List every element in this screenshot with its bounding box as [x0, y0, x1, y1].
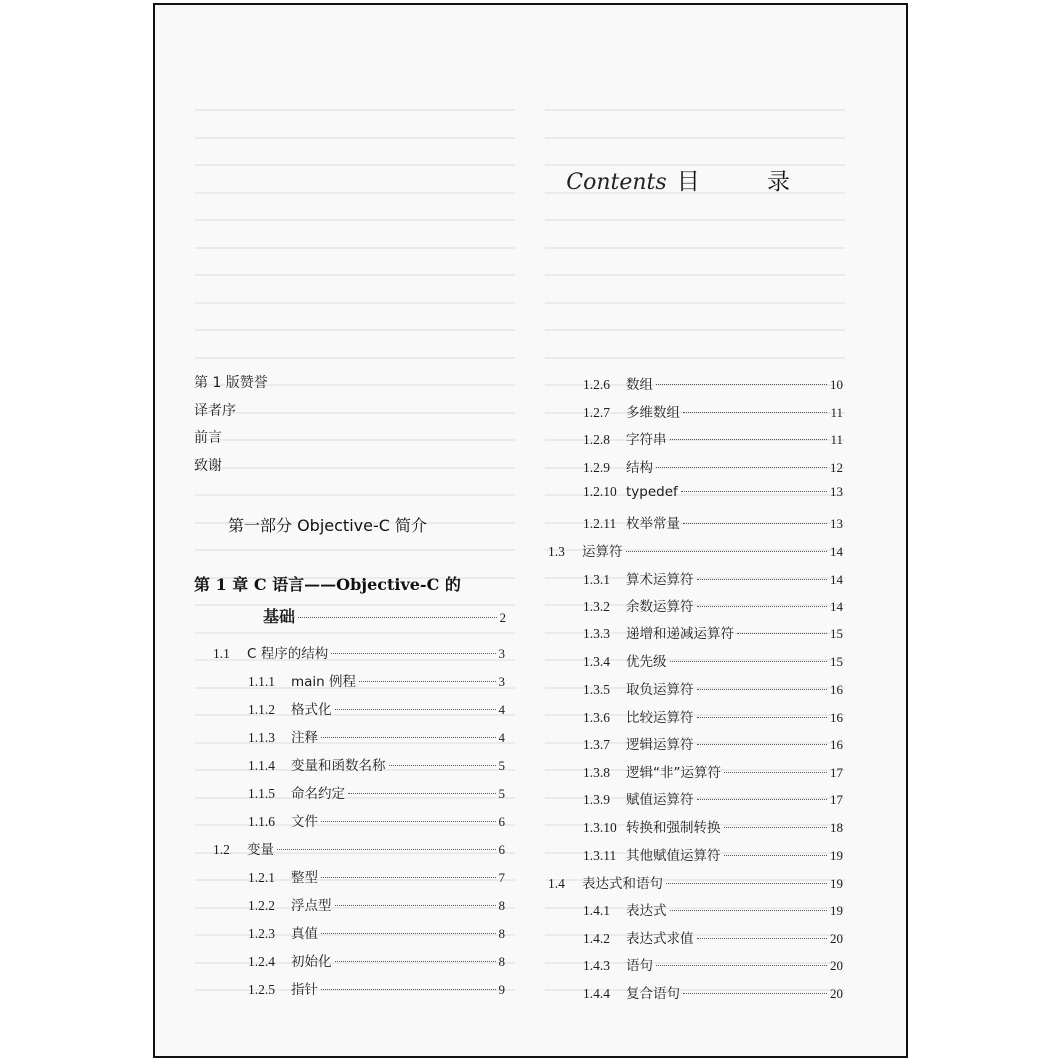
toc-subsection-entry — [583, 595, 843, 615]
toc-entry-number: 1.2.9 — [583, 460, 610, 475]
toc-entry-page: 19 — [830, 848, 843, 863]
dot-leader — [724, 772, 827, 773]
toc-entry-number: 1.1.5 — [248, 786, 275, 801]
toc-entry-number: 1.2.2 — [248, 898, 275, 913]
toc-entry-number: 1.4.1 — [583, 903, 610, 918]
toc-entry-number: 1.2.3 — [248, 926, 275, 941]
toc-entry-label: 优先级 — [626, 654, 667, 670]
toc-entry-page: 13 — [830, 484, 843, 499]
toc-entry-page: 4 — [498, 702, 505, 717]
toc-entry-page: 11 — [830, 405, 843, 420]
front-matter-item: 第 1 版赞誉 — [194, 375, 268, 391]
dot-leader — [335, 961, 496, 962]
toc-entry-number: 1.1.1 — [248, 674, 275, 689]
toc-entry-number: 1.3.10 — [583, 820, 617, 835]
toc-entry-page: 6 — [498, 814, 505, 829]
toc-entry-page: 14 — [830, 572, 843, 587]
toc-subsection-entry — [583, 982, 843, 1002]
toc-subsection-entry — [583, 733, 843, 753]
toc-entry-page: 20 — [830, 958, 843, 973]
bleed-through-line — [195, 632, 515, 634]
toc-entry-label: 命名约定 — [291, 786, 345, 802]
toc-entry-label: 其他赋值运算符 — [626, 848, 721, 864]
toc-entry-number: 1.2.11 — [583, 516, 617, 531]
toc-entry-label: 表达式和语句 — [582, 876, 663, 892]
dot-leader — [697, 606, 828, 607]
toc-entry-number: 1.3.4 — [583, 654, 610, 669]
toc-entry-number: 1.1 — [213, 646, 230, 661]
toc-entry-label: 比较运算符 — [626, 710, 694, 726]
bleed-through-line — [545, 302, 845, 304]
toc-entry-label: 复合语句 — [626, 986, 680, 1002]
toc-entry-page: 16 — [830, 710, 843, 725]
toc-entry-number: 1.4.4 — [583, 986, 610, 1001]
bleed-through-line — [195, 164, 515, 166]
bleed-through-line — [195, 494, 515, 496]
toc-entry-number: 1.2.10 — [583, 484, 617, 499]
front-matter-item: 前言 — [194, 430, 222, 446]
toc-entry-page: 12 — [830, 460, 843, 475]
front-matter-item: 致谢 — [194, 458, 222, 474]
dot-leader — [683, 523, 827, 524]
dot-leader — [697, 938, 828, 939]
toc-entry-page: 15 — [830, 626, 843, 641]
chapter-title-line2-text: 基础 — [263, 607, 296, 626]
toc-subsection-entry — [248, 978, 505, 998]
bleed-through-line — [545, 109, 845, 111]
toc-entry-number: 1.1.4 — [248, 758, 275, 773]
toc-subsection-entry — [248, 698, 505, 718]
book-page — [153, 3, 908, 1058]
toc-entry-number: 1.1.2 — [248, 702, 275, 717]
toc-entry-page: 11 — [830, 432, 843, 447]
toc-entry-label: 递增和递减运算符 — [626, 626, 734, 642]
dot-leader — [321, 737, 496, 738]
bleed-through-line — [545, 219, 845, 221]
toc-entry-label: 取负运算符 — [626, 682, 694, 698]
toc-entry-page: 18 — [830, 820, 843, 835]
toc-subsection-entry — [248, 782, 505, 802]
toc-section-entry — [548, 872, 843, 892]
toc-entry-number: 1.1.6 — [248, 814, 275, 829]
toc-entry-number: 1.3.6 — [583, 710, 610, 725]
toc-entry-label: 指针 — [291, 982, 318, 998]
dot-leader — [737, 633, 827, 634]
dot-leader — [298, 617, 496, 618]
toc-entry-page: 8 — [498, 898, 505, 913]
dot-leader — [389, 765, 496, 766]
toc-subsection-entry — [583, 678, 843, 698]
toc-subsection-entry — [248, 922, 505, 942]
toc-entry-number: 1.2.1 — [248, 870, 275, 885]
toc-subsection-entry — [583, 706, 843, 726]
bleed-through-line — [195, 329, 515, 331]
toc-entry-label: 转换和强制转换 — [626, 820, 721, 836]
toc-entry-page: 19 — [830, 876, 843, 891]
toc-entry-label: 赋值运算符 — [626, 792, 694, 808]
toc-subsection-entry — [248, 866, 505, 886]
dot-leader — [666, 883, 827, 884]
toc-subsection-entry — [583, 484, 843, 504]
toc-subsection-entry — [583, 622, 843, 642]
bleed-through-line — [195, 192, 515, 194]
toc-subsection-entry — [248, 894, 505, 914]
toc-entry-label: 多维数组 — [626, 405, 680, 421]
dot-leader — [697, 579, 828, 580]
dot-leader — [681, 491, 827, 492]
dot-leader — [277, 849, 496, 850]
toc-entry-label: 浮点型 — [291, 898, 332, 914]
toc-subsection-entry — [583, 373, 843, 393]
toc-entry-number: 1.2.6 — [583, 377, 610, 392]
dot-leader — [335, 709, 496, 710]
dot-leader — [670, 439, 828, 440]
toc-entry-label: 算术运算符 — [626, 572, 694, 588]
dot-leader — [321, 877, 496, 878]
bleed-through-line — [195, 274, 515, 276]
dot-leader — [348, 793, 496, 794]
toc-entry-page: 16 — [830, 682, 843, 697]
toc-entry-label: 字符串 — [626, 432, 667, 448]
toc-entry-number: 1.3 — [548, 544, 565, 559]
contents-heading — [566, 163, 820, 196]
toc-entry-number: 1.2 — [213, 842, 230, 857]
toc-entry-page: 20 — [830, 986, 843, 1001]
toc-subsection-entry — [583, 761, 843, 781]
toc-entry-label: 格式化 — [291, 702, 332, 718]
dot-leader — [697, 717, 828, 718]
bleed-through-line — [545, 357, 845, 359]
toc-entry-label: 运算符 — [582, 544, 623, 560]
dot-leader — [697, 799, 828, 800]
bleed-through-line — [195, 412, 515, 414]
toc-subsection-entry — [583, 954, 843, 974]
toc-entry-page: 6 — [498, 842, 505, 857]
dot-leader — [626, 551, 828, 552]
toc-section-entry — [213, 838, 505, 858]
toc-subsection-entry — [583, 512, 843, 532]
dot-leader — [697, 689, 828, 690]
toc-entry-number: 1.3.11 — [583, 848, 617, 863]
toc-entry-number: 1.3.7 — [583, 737, 610, 752]
bleed-through-line — [195, 219, 515, 221]
toc-entry-number: 1.3.1 — [583, 572, 610, 587]
bleed-through-line — [545, 329, 845, 331]
toc-entry-page: 14 — [830, 544, 843, 559]
toc-entry-page: 10 — [830, 377, 843, 392]
toc-entry-page: 17 — [830, 792, 843, 807]
bleed-through-line — [195, 137, 515, 139]
toc-subsection-entry — [583, 927, 843, 947]
toc-entry-number: 1.3.2 — [583, 599, 610, 614]
bleed-through-line — [195, 439, 515, 441]
front-matter-item: 译者序 — [194, 403, 236, 419]
toc-subsection-entry — [583, 456, 843, 476]
bleed-through-line — [195, 357, 515, 359]
toc-entry-page: 17 — [830, 765, 843, 780]
chapter-title-line2 — [263, 604, 506, 627]
toc-entry-label: main 例程 — [291, 674, 357, 690]
toc-entry-number: 1.1.3 — [248, 730, 275, 745]
toc-entry-page: 8 — [498, 954, 505, 969]
toc-subsection-entry — [248, 726, 505, 746]
dot-leader — [321, 821, 496, 822]
toc-section-entry — [548, 540, 843, 560]
toc-entry-page: 19 — [830, 903, 843, 918]
toc-subsection-entry — [583, 401, 843, 421]
toc-entry-page: 13 — [830, 516, 843, 531]
toc-entry-label: 余数运算符 — [626, 599, 694, 615]
toc-entry-page: 3 — [498, 674, 505, 689]
bleed-through-line — [195, 467, 515, 469]
dot-leader — [683, 412, 827, 413]
toc-subsection-entry — [248, 810, 505, 830]
bleed-through-line — [195, 549, 515, 551]
toc-entry-number: 1.2.7 — [583, 405, 610, 420]
toc-entry-label: 语句 — [626, 958, 653, 974]
dot-leader — [724, 855, 828, 856]
toc-entry-page: 8 — [498, 926, 505, 941]
dot-leader — [697, 744, 828, 745]
toc-entry-page: 9 — [498, 982, 505, 997]
dot-leader — [656, 384, 827, 385]
toc-entry-label: 数组 — [626, 377, 653, 393]
toc-entry-page: 20 — [830, 931, 843, 946]
toc-entry-label: 逻辑“非”运算符 — [626, 765, 721, 781]
toc-entry-label: 逻辑运算符 — [626, 737, 694, 753]
toc-subsection-entry — [583, 788, 843, 808]
dot-leader — [683, 993, 827, 994]
toc-section-entry — [213, 642, 505, 662]
dot-leader — [656, 965, 827, 966]
toc-entry-label: typedef — [626, 484, 678, 500]
toc-entry-page: 15 — [830, 654, 843, 669]
toc-subsection-entry — [583, 428, 843, 448]
toc-entry-number: 1.4.2 — [583, 931, 610, 946]
chapter-page: 2 — [499, 610, 506, 625]
toc-entry-label: 表达式 — [626, 903, 667, 919]
toc-entry-page: 5 — [498, 786, 505, 801]
bleed-through-line — [195, 247, 515, 249]
toc-entry-label: 结构 — [626, 460, 653, 476]
dot-leader — [670, 910, 828, 911]
toc-entry-number: 1.3.5 — [583, 682, 610, 697]
chapter-title-line1: 第 1 章 C 语言——Objective-C 的 — [194, 575, 461, 594]
toc-subsection-entry — [583, 568, 843, 588]
toc-entry-label: 文件 — [291, 814, 318, 830]
toc-entry-page: 7 — [498, 870, 505, 885]
toc-entry-number: 1.4.3 — [583, 958, 610, 973]
dot-leader — [724, 827, 828, 828]
dot-leader — [335, 905, 496, 906]
dot-leader — [670, 661, 828, 662]
toc-entry-number: 1.4 — [548, 876, 565, 891]
dot-leader — [321, 989, 496, 990]
contents-title-cn: 目 录 — [676, 169, 820, 195]
bleed-through-line — [195, 109, 515, 111]
toc-entry-page: 3 — [498, 646, 505, 661]
toc-entry-label: 表达式求值 — [626, 931, 694, 947]
contents-title-en: Contents — [566, 170, 667, 195]
bleed-through-line — [545, 137, 845, 139]
toc-entry-label: C 程序的结构 — [247, 646, 329, 662]
toc-entry-label: 整型 — [291, 870, 318, 886]
toc-subsection-entry — [583, 899, 843, 919]
part-title: 第一部分 Objective-C 简介 — [228, 516, 427, 535]
toc-entry-label: 变量和函数名称 — [291, 758, 386, 774]
bleed-through-line — [545, 247, 845, 249]
toc-entry-page: 4 — [498, 730, 505, 745]
dot-leader — [656, 467, 827, 468]
toc-subsection-entry — [583, 650, 843, 670]
bleed-through-line — [195, 302, 515, 304]
toc-entry-page: 16 — [830, 737, 843, 752]
toc-entry-page: 14 — [830, 599, 843, 614]
toc-entry-number: 1.2.8 — [583, 432, 610, 447]
toc-entry-label: 注释 — [291, 730, 318, 746]
toc-entry-number: 1.2.5 — [248, 982, 275, 997]
toc-subsection-entry — [583, 816, 843, 836]
toc-entry-number: 1.3.8 — [583, 765, 610, 780]
toc-subsection-entry — [248, 950, 505, 970]
toc-entry-label: 枚举常量 — [626, 516, 680, 532]
toc-entry-label: 初始化 — [291, 954, 332, 970]
toc-entry-label: 真值 — [291, 926, 318, 942]
toc-subsection-entry — [248, 670, 505, 690]
dot-leader — [359, 681, 495, 682]
toc-entry-label: 变量 — [247, 842, 274, 858]
bleed-through-line — [545, 274, 845, 276]
toc-subsection-entry — [248, 754, 505, 774]
toc-entry-number: 1.3.3 — [583, 626, 610, 641]
toc-entry-number: 1.3.9 — [583, 792, 610, 807]
toc-entry-page: 5 — [498, 758, 505, 773]
dot-leader — [321, 933, 496, 934]
dot-leader — [331, 653, 495, 654]
toc-entry-number: 1.2.4 — [248, 954, 275, 969]
toc-subsection-entry — [583, 844, 843, 864]
